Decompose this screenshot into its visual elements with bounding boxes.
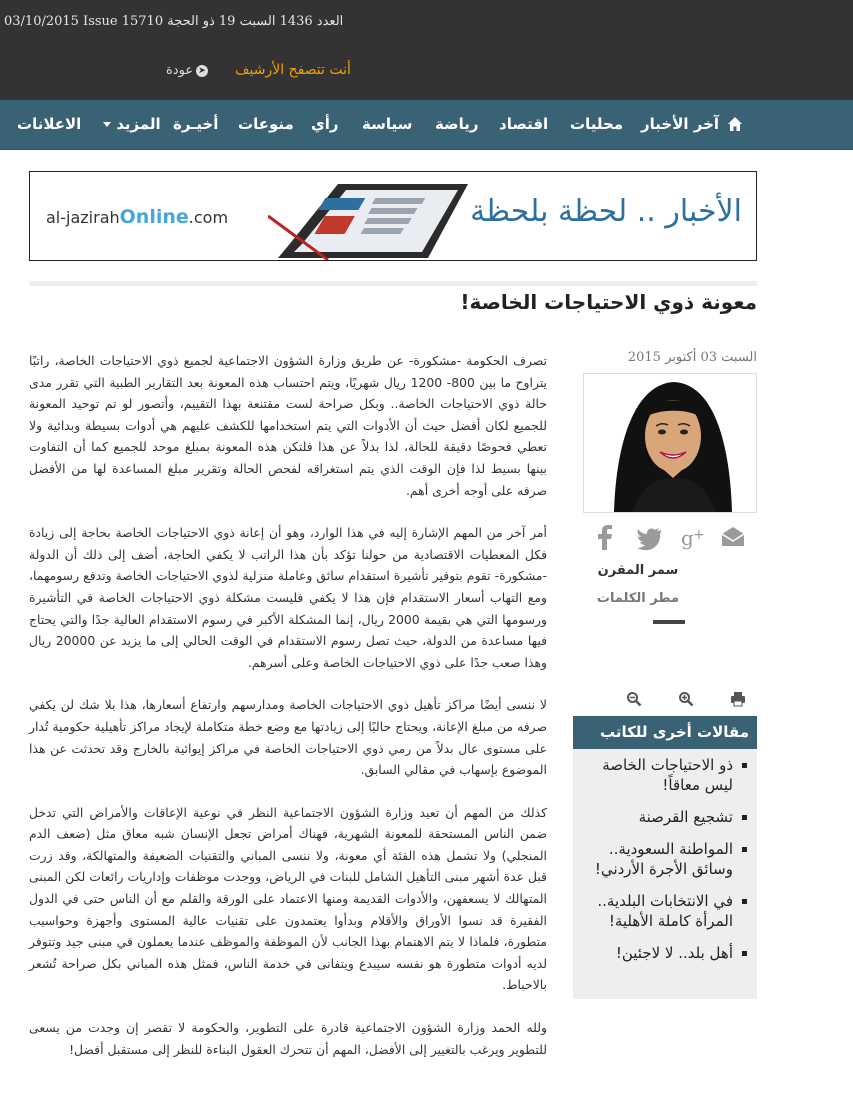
home-icon[interactable] bbox=[727, 116, 743, 132]
article-paragraph: كذلك من المهم أن تعيد وزارة الشؤون الاجتماعية النظر في نوعية الإعاقات والأمراض التي تدخل ضمن الناس المستحقة للمعونة الشهرية، فهناك أمراض تجعل الإنسان شبه معاق مثل (ضعف الدم المنجلي) ولا تشمل هذه الفئة أي معونة، ولا ننسى المباني والتقنيات الضعيفة والمتهالكة، وقد زرت قبل عدة أشهر مبنى التأهيل الشامل للبنات في الرياض، ووجدت موظفات وإداريات رائعات لكن المبنى المتهالك لا يسعفهن، والأدوات القديمة ومنها الاعتماد على الورقة والقلم مع أن الناس حتى في الدول الفقيرة قد نسوا الأوراق والأقلام وبدأوا يعتمدون على تقنيات عالية المستوى وأجهزة وحواسيب متطورة، فلماذا لا يتم الاهتمام بهذا الجانب لأن الموظفة والموظف عندما يعملون في مبنى جيد وتتوفر لديه أدوات متطورة هو نفسه سيبدع ويتفانى في خدمة الناس، فمثل هذه المباني بكل صراحة تُشعر بالاحباط. bbox=[29, 804, 547, 993]
article-title: معونة ذوي الاحتياجات الخاصة! bbox=[460, 290, 757, 314]
nav-item-more-label: المزيد bbox=[116, 115, 161, 133]
back-link[interactable] bbox=[166, 63, 208, 78]
related-articles-heading: مقالات أخرى للكاتب bbox=[573, 716, 757, 749]
nav-item-ads[interactable]: الاعلانات bbox=[17, 115, 82, 133]
article-paragraph: ولله الحمد وزارة الشؤون الاجتماعية قادرة على التطوير، والحكومة لا تقصر إن وجدت من يسعى للتطوير ويرغب بالتغيير إلى الأفضل، المهم أن تتحرك العقول البناءة للنظر إلى مستقبل أفضل! bbox=[29, 1020, 547, 1057]
banner-logo bbox=[46, 206, 228, 228]
nav-item-economy[interactable]: اقتصاد bbox=[499, 115, 549, 133]
caret-down-icon bbox=[103, 122, 111, 127]
article-paragraph: تصرف الحكومة -مشكورة- عن طريق وزارة الشؤون الاجتماعية لجميع ذوي الاحتياجات الخاصة، راتبًا يتراوح ما بين 800- 1200 ريال شهريًا، ويتم احتساب هذه المعونة بعد التقارير الطبية التي تقرر مدى حالة ذوي الاحتياجات الخاصة.. وبكل صراحة لست مقتنعة بهذا التقييم، وأتصور لو تم توحيد المعونة للجميع لكان أفضل حيث أن الأدوات التي يتم استخدامها للكشف عليهم هي أدوات بسيطة وبدائية ولا تعطي فحوصًا دقيقة للحالة، لذا بدلاً عن هذا فلتكن هذه المعونة بمبلغ موحد للجميع كما أن التفاوت بينها بسيط لذا فإن الوقت الذي يتم استغراقه لفحص الحالة وتقرير مبلغ المساعدة لها من الأفضل صرفه على أوجه أخرى أهم. bbox=[29, 353, 548, 498]
nav-item-latest-news[interactable]: آخر الأخبار bbox=[641, 115, 720, 133]
print-icon[interactable] bbox=[730, 691, 746, 707]
main-nav bbox=[0, 100, 853, 150]
back-link-label: عودة bbox=[166, 63, 194, 78]
ad-banner[interactable] bbox=[29, 171, 757, 261]
related-articles-list bbox=[573, 749, 757, 963]
share-bar bbox=[583, 523, 757, 553]
nav-item-opinion[interactable]: رأي bbox=[311, 115, 339, 133]
related-article-link[interactable]: ذو الاحتياجات الخاصة ليس معاقاً! bbox=[583, 755, 747, 795]
related-article-link[interactable]: أهل بلد.. لا لاجئين! bbox=[583, 943, 747, 963]
article-body bbox=[29, 350, 547, 1081]
column-name: مطر الكلمات bbox=[596, 591, 680, 606]
banner-logo-prefix: al-jazirah bbox=[46, 208, 120, 227]
twitter-icon[interactable] bbox=[635, 523, 663, 551]
author-divider bbox=[653, 620, 685, 624]
related-articles bbox=[573, 716, 757, 999]
top-bar bbox=[0, 0, 853, 100]
zoom-in-icon[interactable] bbox=[678, 691, 694, 707]
google-plus-icon[interactable] bbox=[679, 523, 707, 551]
nav-item-local[interactable]: محليات bbox=[570, 115, 624, 133]
section-divider bbox=[29, 281, 757, 286]
article-date: السبت 03 أكتوبر 2015 bbox=[627, 350, 757, 365]
article-paragraph: لا ننسى أيضًا مراكز تأهيل ذوي الاحتياجات الخاصة ومدارسهم وارتفاع أسعارها، هذا بلا شك لن يكفي صرفه من مبلغ الإعانة، ويحتاج حاليًا إلى زيادتها مع وضع خطة متكاملة لإيجاد مراكز تأهيلية حكومية تُدار على مستوى عال بدلاً من رمي ذوي الاحتياجات الخاصة في مراكز إيوائية بالخارج وقد تحدثت عن هذا الموضوع بإسهاب في مقالي السابق. bbox=[29, 697, 547, 778]
zoom-out-icon[interactable] bbox=[626, 691, 642, 707]
nav-item-sports[interactable]: رياضة bbox=[435, 115, 479, 133]
svg-text:g: g bbox=[681, 526, 694, 550]
arrow-right-circle-icon: ➤ bbox=[196, 65, 208, 77]
banner-slogan: الأخبار .. لحظة بلحظة bbox=[470, 194, 742, 229]
banner-logo-highlight: Online bbox=[119, 206, 189, 228]
facebook-icon[interactable] bbox=[591, 523, 619, 551]
related-article-link[interactable]: المواطنة السعودية.. وسائق الأجرة الأردني! bbox=[583, 839, 747, 879]
author-photo bbox=[583, 373, 757, 513]
article-paragraph: أمر آخر من المهم الإشارة إليه في هذا الوارد، وهو أن إعانة ذوي الاحتياجات الخاصة بحاجة إلى زيادة فكل المعطيات الاقتصادية من حولنا تؤكد بأن هذا الراتب لا يكفي الحاجة، أضف إلى ذلك أن الدولة -مشكورة- تقوم بتوفير تأشيرة استقدام سائق وعاملة منزلية لذوي الاحتياجات الخاصة وتدفع رسومهما، ومع التهاب أسعار الاستقدام فإن هذا لا يكفي فليست مشكلة ذوي الاحتياجات الخاصة في التأشيرة ورسومها التي هي بقيمة 2000 ريال، إنما المشكلة الأكبر في رسوم الاستقدام العالية جدًا والتي يحتاج فيها مساعدة من الدولة، حيث تصل رسوم الاستقدام في الوقت الحالي إلى ما يزيد عن 20000 ريال وهذا صعب جدًا على ذوي الاحتياجات الخاصة وعلى أسرهم. bbox=[29, 525, 547, 670]
email-icon[interactable] bbox=[719, 523, 747, 551]
related-article-link[interactable]: تشجيع القرصنة bbox=[583, 807, 747, 827]
tablet-illustration bbox=[268, 176, 473, 260]
author-name[interactable]: سمر المقرن bbox=[597, 563, 679, 578]
nav-item-more[interactable] bbox=[100, 115, 161, 133]
nav-item-misc[interactable]: منوعات bbox=[238, 115, 294, 133]
archive-notice: أنت تتصفح الأرشيف bbox=[235, 62, 351, 78]
banner-logo-suffix: .com bbox=[188, 208, 229, 227]
svg-text:+: + bbox=[693, 527, 705, 543]
author-portrait-illustration bbox=[584, 374, 756, 512]
related-article-link[interactable]: في الانتخابات البلدية.. المرأة كاملة الأهلية! bbox=[583, 891, 747, 931]
issue-line: 03/10/2015 Issue 15710 العدد 1436 السبت 19 ذو الحجة bbox=[4, 14, 344, 29]
nav-item-politics[interactable]: سياسة bbox=[362, 115, 413, 133]
nav-item-last-page[interactable]: أخيـرة bbox=[173, 115, 219, 133]
article-tools bbox=[620, 691, 750, 707]
